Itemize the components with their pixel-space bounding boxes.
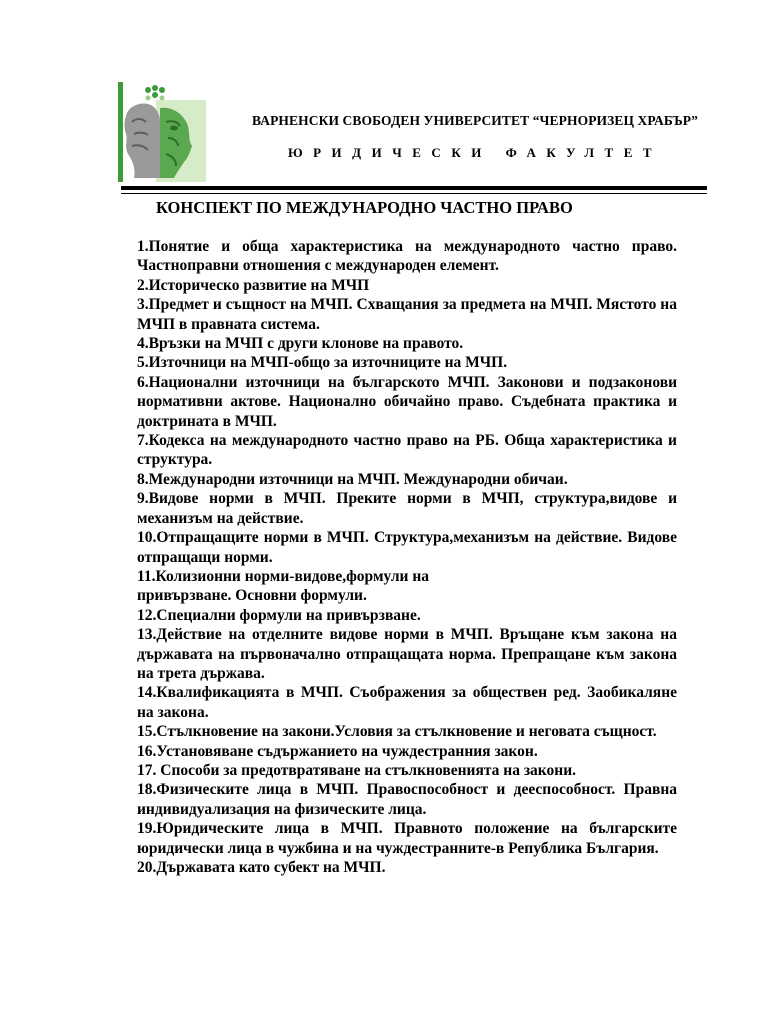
topic-item: 13.Действие на отделните видове норми в МЧП. Връщане към закона на държавата на първоначално отпращащата норма. Препращане към закона на трета държава. <box>137 626 677 682</box>
university-name: ВАРНЕНСКИ СВОБОДЕН УНИВЕРСИТЕТ “ЧЕРНОРИЗЕЦ ХРАБЪР” <box>251 113 699 128</box>
topic-item: 9.Видове норми в МЧП. Преките норми в МЧП, структура,видове и механизъм на действие. <box>137 490 677 527</box>
topic-item: 19.Юридическите лица в МЧП. Правното положение на българските юридически лица в чужбина и на чуждестранните-в Република България. <box>137 820 677 857</box>
topic-item: 1.Понятие и обща характеристика на международното частно право. Частноправни отношения с международен елемент. <box>137 238 677 275</box>
topic-item: 17. Способи за предотвратяване на стълкновенията на закони. <box>137 761 577 779</box>
topic-item: 5.Източници на МЧП-общо за източниците на МЧП. <box>137 354 508 372</box>
topic-item: 8.Международни източници на МЧП. Международни обичаи. <box>137 470 568 488</box>
topic-item: 14.Квалификацията в МЧП. Съображения за обществен ред. Заобикаляне на закона. <box>137 684 677 721</box>
topic-item-continuation: привързване. Основни формули. <box>137 587 367 605</box>
topic-item: 15.Стълкновение на закони.Условия за стълкновение и неговата същност. <box>137 723 657 741</box>
faculty-name: ЮРИДИЧЕСКИ ФАКУЛТЕТ <box>287 145 663 160</box>
topic-item: 20.Държавата като субект на МЧП. <box>137 859 386 876</box>
topic-item: 16.Установяване съдържанието на чуждестранния закон. <box>137 742 538 760</box>
topic-item: 3.Предмет и същност на МЧП. Схващания за предмета на МЧП. Мястото на МЧП в правната система. <box>137 296 677 333</box>
header-divider-thick <box>121 186 707 190</box>
topic-item: 10.Отпращащите норми в МЧП. Структура,механизъм на действие. Видове отпращащи норми. <box>137 529 677 566</box>
document-title: КОНСПЕКТ ПО МЕЖДУНАРОДНО ЧАСТНО ПРАВО <box>156 198 573 217</box>
topic-item: 18.Физическите лица в МЧП. Правоспособност и дееспособност. Правна индивидуализация на физическите лица. <box>137 781 677 818</box>
header-divider-thin <box>121 193 707 194</box>
topic-item: 7.Кодекса на международното частно право на РБ. Обща характеристика и структура. <box>137 432 677 469</box>
topic-item: 12.Специални формули на привързване. <box>137 606 421 624</box>
topic-item: 11.Колизионни норми-видове,формули на <box>137 567 430 585</box>
university-logo-icon <box>118 82 210 182</box>
topic-item: 4.Връзки на МЧП с други клонове на правото. <box>137 335 464 353</box>
topic-item: 6.Национални източници на българското МЧП. Законови и подзаконови нормативни актове. Национално обичайно право. Съдебната практика и доктрината в МЧП. <box>137 373 677 430</box>
topic-item: 2.Историческо развитие на МЧП <box>137 276 370 294</box>
topic-list <box>137 237 677 877</box>
